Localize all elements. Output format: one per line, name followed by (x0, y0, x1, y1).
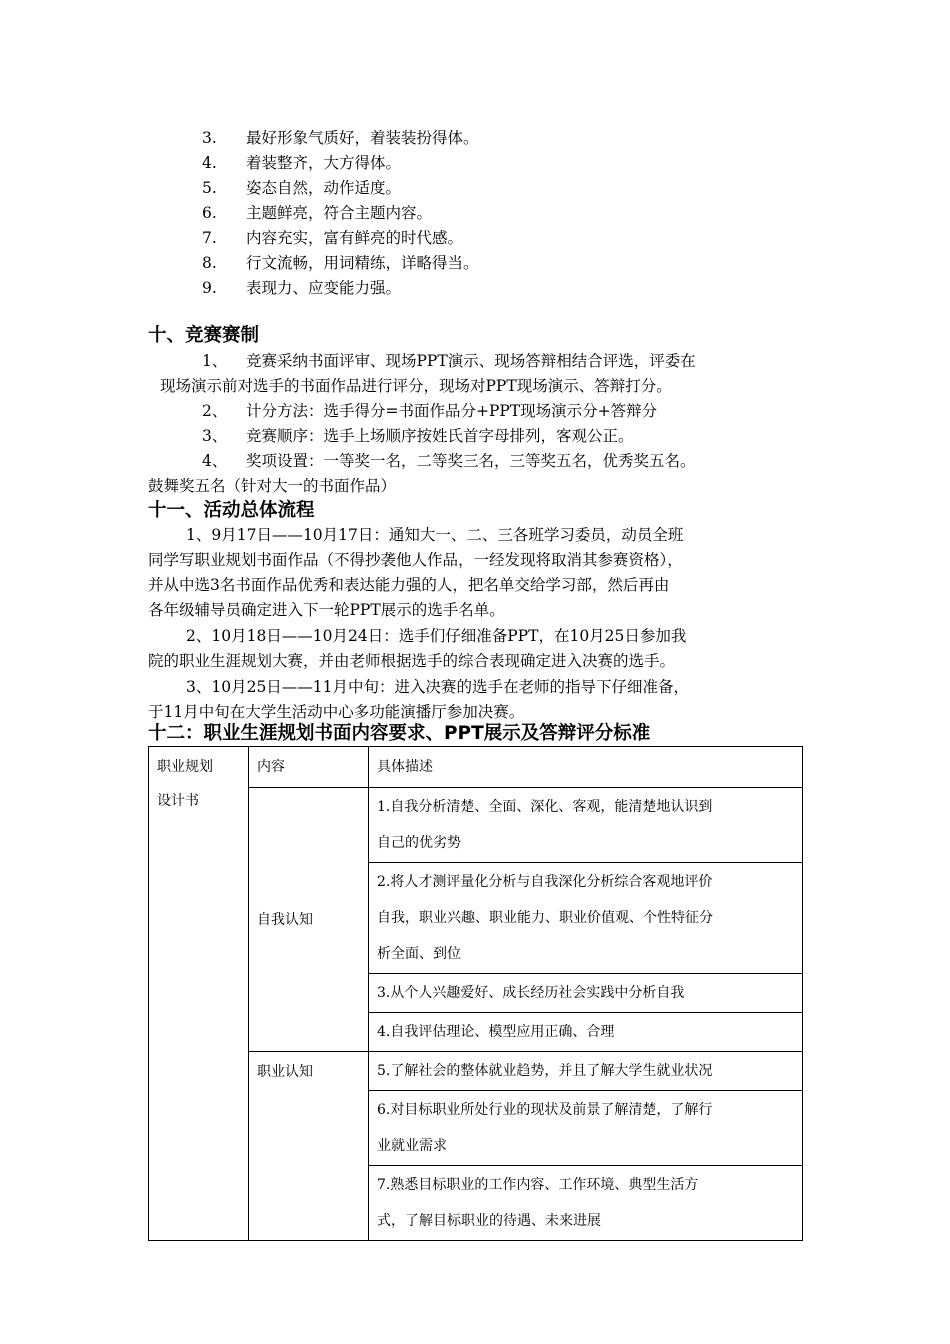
flow-paragraph-line: 1、9月17日——10月17日：通知大一、二、三各班学习委员，动员全班 (186, 526, 684, 544)
desc-cell: 7.熟悉目标职业的工作内容、工作环境、典型生活方 式，了解目标职业的待遇、未来进展 (369, 1166, 803, 1241)
flow-paragraph-line: 并从中选3名书面作品优秀和表达能力强的人，把名单交给学习部，然后再由 (148, 576, 670, 594)
flow-paragraph-line: 2、10月18日——10月24日：选手们仔细准备PPT，在10月25日参加我 (186, 627, 687, 645)
list-item: 7. 内容充实，富有鲜亮的时代感。 (202, 229, 464, 247)
header-desc-cell: 具体描述 (369, 747, 803, 788)
table-row (149, 747, 803, 788)
list-item: 6. 主题鲜亮，符合主题内容。 (202, 204, 433, 222)
list-item: 8. 行文流畅，用词精练，详略得当。 (202, 254, 479, 272)
header-content-cell: 内容 (249, 747, 369, 788)
list-item: 9. 表现力、应变能力强。 (202, 279, 402, 297)
desc-cell: 2.将人才测评量化分析与自我深化分析综合客观地评价 自我，职业兴趣、职业能力、职业价值观、个性特征分 析全面、到位 (369, 863, 803, 974)
competition-item: 1、 竞赛采纳书面评审、现场PPT演示、现场答辩相结合评选，评委在 (202, 352, 696, 370)
rubric-table (148, 746, 803, 1241)
desc-cell: 6.对目标职业所处行业的现状及前景了解清楚，了解行 业就业需求 (369, 1091, 803, 1166)
desc-cell: 1.自我分析清楚、全面、深化、客观，能清楚地认识到 自己的优劣势 (369, 788, 803, 863)
flow-paragraph-line: 同学写职业规划书面作品（不得抄袭他人作品，一经发现将取消其参赛资格）， (148, 551, 683, 569)
flow-paragraph-line: 院的职业生涯规划大赛，并由老师根据选手的综合表现确定进入决赛的选手。 (148, 652, 676, 670)
competition-item: 4、 奖项设置：一等奖一名，二等奖三名，三等奖五名，优秀奖五名。 (202, 452, 696, 470)
list-item: 3. 最好形象气质好，着装装扮得体。 (202, 129, 479, 147)
competition-item-continuation: 鼓舞奖五名（针对大一的书面作品） (148, 477, 397, 495)
list-item: 4. 着装整齐，大方得体。 (202, 154, 402, 172)
category-cell: 职业规划 设计书 (149, 747, 249, 1241)
flow-paragraph-line: 各年级辅导员确定进入下一轮PPT展示的选手名单。 (148, 601, 505, 619)
desc-cell: 5.了解社会的整体就业趋势，并且了解大学生就业状况 (369, 1052, 803, 1091)
desc-cell: 4.自我评估理论、模型应用正确、合理 (369, 1013, 803, 1052)
list-item: 5. 姿态自然，动作适度。 (202, 179, 402, 197)
group-label-self: 自我认知 (249, 788, 369, 1052)
competition-item: 2、 计分方法：选手得分=书面作品分+PPT现场演示分+答辩分 (202, 402, 658, 420)
section-10-heading: 十、竞赛赛制 (148, 325, 260, 346)
section-11-heading: 十一、活动总体流程 (148, 500, 315, 521)
flow-paragraph-line: 于11月中旬在大学生活动中心多功能演播厅参加决赛。 (148, 703, 525, 721)
desc-cell: 3.从个人兴趣爱好、成长经历社会实践中分析自我 (369, 974, 803, 1013)
competition-item-continuation: 现场演示前对选手的书面作品进行评分，现场对PPT现场演示、答辩打分。 (160, 377, 672, 395)
competition-item: 3、 竞赛顺序：选手上场顺序按姓氏首字母排列，客观公正。 (202, 427, 634, 445)
flow-paragraph-line: 3、10月25日——11月中旬：进入决赛的选手在老师的指导下仔细准备， (186, 678, 690, 696)
group-label-career: 职业认知 (249, 1052, 369, 1241)
section-12-heading: 十二：职业生涯规划书面内容要求、PPT展示及答辩评分标准 (148, 723, 651, 744)
